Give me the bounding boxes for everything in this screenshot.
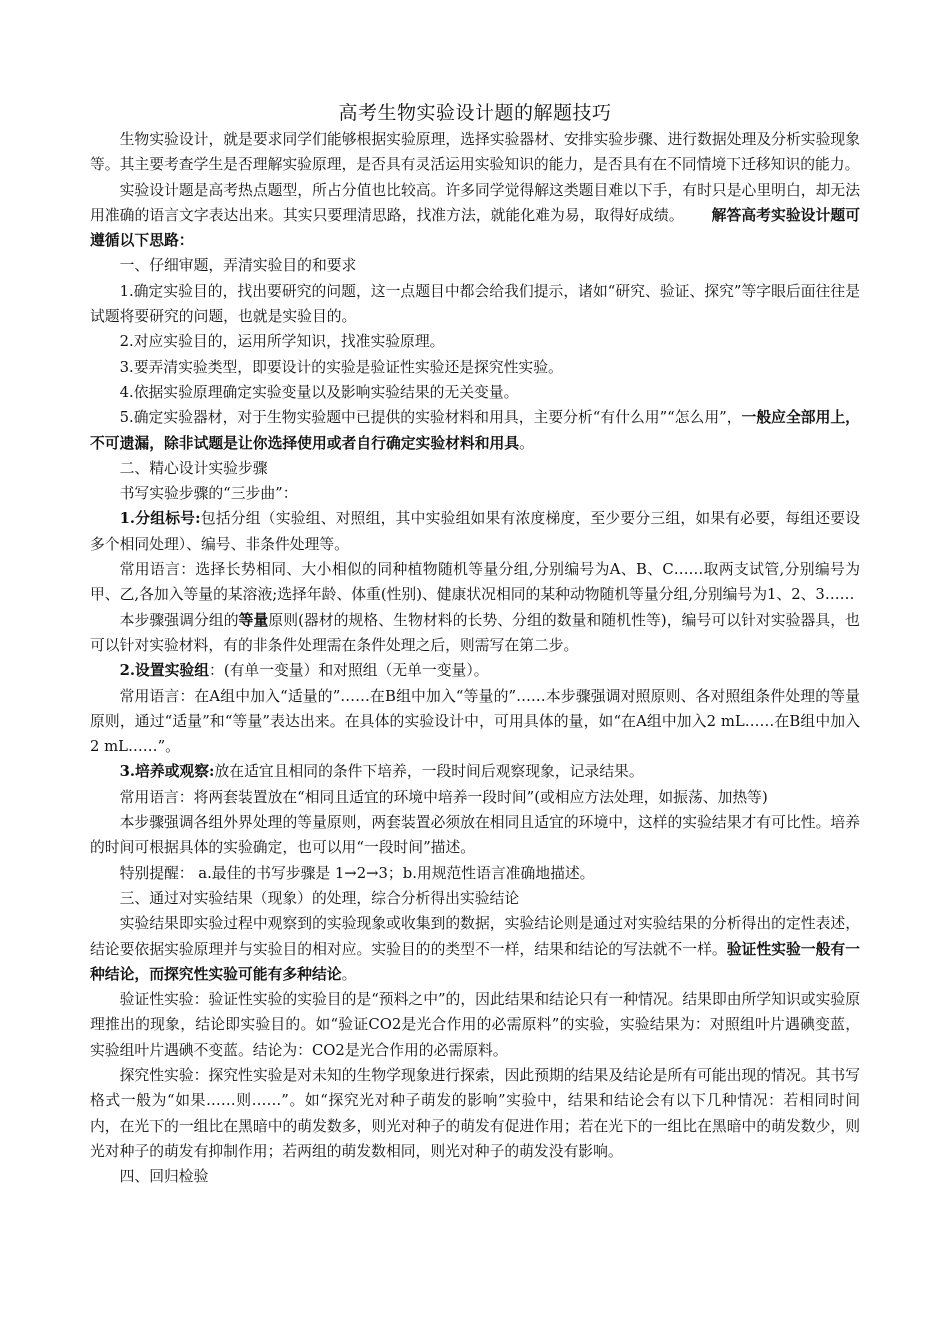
point-2: 2.对应实验目的，运用所学知识，找准实验原理。 [119,333,445,351]
step-1-note [90,608,860,659]
special-tip: 特别提醒： a.最佳的书写步骤是 1→2→3；b.用规范性语言准确地描述。 [119,864,595,882]
hot-topic-paragraph [90,178,860,254]
approach-intro: 解答高考实验设计题可遵循以下思路： [90,206,860,250]
results-text: 实验结果即实验过程中观察到的实验现象或收集到的数据，实验结论则是通过对实验结果的分析得出的定性表述，结论要依据实验原理并与实验目的相对应。实验目的的类型不一样，结果和结论的写法就不一样。 [90,915,860,958]
step-3-label: 3.培养或观察: [119,763,215,781]
section-heading-1: 一、仔细审题，弄清实验目的和要求 [119,257,357,275]
three-steps-intro: 书写实验步骤的“三步曲”： [119,485,298,503]
step-3-note: 本步骤强调各组外界处理的等量原则，两套装置必须放在相同且适宜的环境中，这样的实验结果才有可比性。培养的时间可根据具体的实验确定，也可以用“一段时间”描述。 [90,814,860,857]
document-page [90,100,860,1189]
step-1-common-language: 常用语言：选择长势相同、大小相似的同种植物随机等量分组,分别编号为A、B、C……取两支试管,分别编号为甲、乙,各加入等量的某溶液;选择年龄、体重(性别)、健康状况相同的某种动物随机等量分组,分别编号为1、2、3…… [90,561,860,604]
step-1-label: 1.分组标号: [119,510,201,528]
step-1-text: 包括分组（实验组、对照组，其中实验组如果有浓度梯度，至少要分三组，如果有必要，每组还要设多个相同处理）、编号、非条件处理等。 [90,510,860,553]
point-1: 1.确定实验目的，找出要研究的问题，这一点题目中都会给我们提示，诸如“研究、验证、探究”等字眼后面往往是试题将要研究的问题，也就是实验目的。 [90,282,860,326]
step-2-label: 2.设置实验组 [119,662,210,680]
step-2-common-language: 常用语言：在A组中加入“适量的”……在B组中加入“等量的”……本步骤强调对照原则、各对照组条件处理的等量原则，通过“适量”和“等量”表达出来。在具体的实验设计中，可用具体的量，如“在A组中加入2 mL……在B组中加入2 mL……”。 [90,687,860,756]
section-heading-3: 三、通过对实验结果（现象）的处理，综合分析得出实验结论 [119,889,520,907]
section-heading-4: 四、回归检验 [119,1168,209,1186]
step-3-text: 放在适宜且相同的条件下培养，一段时间后观察现象，记录结果。 [214,763,644,781]
point-5 [90,405,860,456]
exploration-paragraph: 探究性实验：探究性实验是对未知的生物学现象进行探索，因此预期的结果及结论是所有可能出现的情况。其书写格式一般为“如果……则……”。如“探究光对种子萌发的影响”实验中，结果和结论会有以下几种情况：若相同时间内，在光下的一组比在黑暗中的萌发数多，则光对种子的萌发有促进作用；若在光下的一组比在黑暗中的萌发数少，则光对种子的萌发有抑制作用；若两组的萌发数相同，则光对种子的萌发没有影响。 [90,1066,860,1160]
step-3 [90,759,860,784]
results-end: 。 [341,965,357,983]
step-1 [90,506,860,557]
document-title: 高考生物实验设计题的解题技巧 [338,102,612,124]
verification-paragraph: 验证性实验：验证性实验的实验目的是“预料之中”的，因此结果和结论只有一种情况。结果即由所学知识或实验原理推出的现象，结论即实验目的。如“验证CO2是光合作用的必需原料”的实验，实验结果为：对照组叶片遇碘变蓝，实验组叶片遇碘不变蓝。结论为：CO2是光合作用的必需原料。 [90,991,860,1059]
step-2 [90,658,860,683]
step-1-note-emphasis: 等量 [238,611,269,629]
point-5-end: 。 [519,434,534,452]
step-1-note-c: 原则(器材的规格、生物材料的长势、分组的数量和随机性等)，编号可以针对实验器具，也可以针对实验材料，有的非条件处理需在条件处理之后，则需写在第二步。 [90,611,860,654]
section-heading-2: 二、精心设计实验步骤 [119,459,268,477]
results-emphasis: 验证性实验一般有一种结论，而探究性实验可能有多种结论 [90,940,860,983]
results-paragraph [90,911,860,987]
point-4: 4.依据实验原理确定实验变量以及影响实验结果的无关变量。 [119,383,519,401]
point-5-text: 5.确定实验器材，对于生物实验题中已提供的实验材料和用具，主要分析“有什么用”“怎么用”， [119,409,742,427]
intro-paragraph: 生物实验设计，就是要求同学们能够根据实验原理，选择实验器材、安排实验步骤、进行数据处理及分析实验现象等。其主要考查学生是否理解实验原理，是否具有灵活运用实验知识的能力，是否具有在不同情境下迁移知识的能力。 [90,131,860,174]
hot-topic-text: 实验设计题是高考热点题型，所占分值也比较高。许多同学觉得解这类题目难以下手，有时只是心里明白，却无法用准确的语言文字表达出来。其实只要理清思路，找准方法，就能化难为易，取得好成绩。 [90,181,860,224]
point-5-emphasis: 一般应全部用上，不可遗漏，除非试题是让你选择使用或者自行确定实验材料和用具 [90,409,860,452]
point-3: 3.要弄清实验类型，即要设计的实验是验证性实验还是探究性实验。 [119,358,563,376]
step-2-text: ：(有单一变量）和对照组（无单一变量）。 [209,662,489,680]
step-3-common-language: 常用语言：将两套装置放在“相同且适宜的环境中培养一段时间”(或相应方法处理，如振荡、加热等) [119,788,768,806]
step-1-note-a: 本步骤强调分组的 [119,611,239,629]
